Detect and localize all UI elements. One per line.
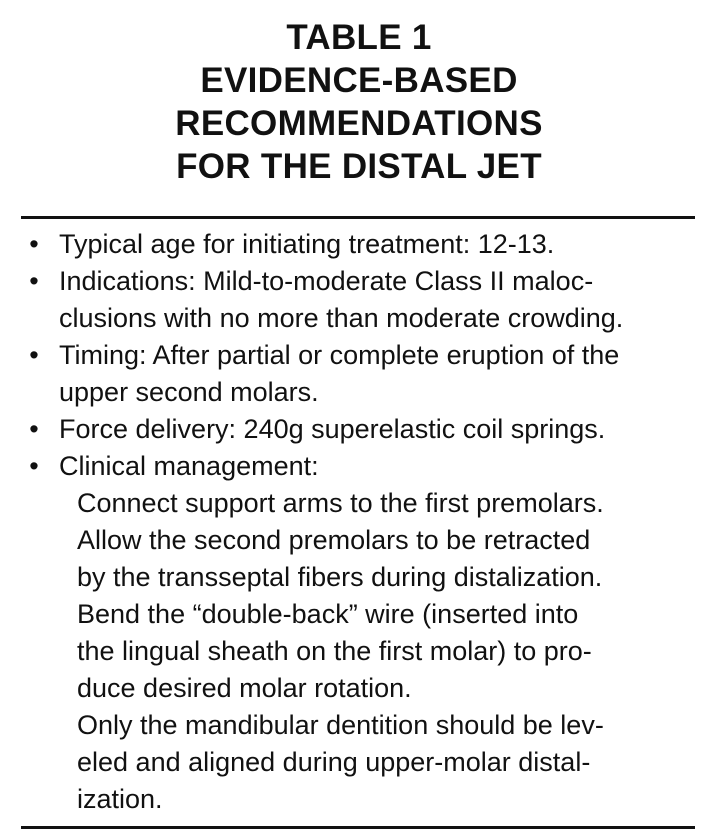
sub-line: by the transseptal fibers during distalization. bbox=[77, 562, 603, 592]
bullet-icon: • bbox=[29, 451, 39, 481]
clinical-management-details bbox=[59, 485, 698, 818]
list-item bbox=[21, 448, 698, 818]
list-item bbox=[21, 263, 698, 337]
sub-paragraph bbox=[77, 522, 698, 596]
item-line: Clinical management: bbox=[59, 451, 319, 481]
item-line: clusions with no more than moderate crowding. bbox=[59, 303, 624, 333]
sub-paragraph bbox=[77, 707, 698, 818]
sub-line: Allow the second premolars to be retracted bbox=[77, 525, 591, 555]
list-item bbox=[21, 226, 698, 263]
bullet-icon: • bbox=[29, 266, 39, 296]
sub-line: eled and aligned during upper-molar distal- bbox=[77, 747, 591, 777]
item-line: upper second molars. bbox=[59, 377, 319, 407]
sub-paragraph bbox=[77, 596, 698, 707]
list-item bbox=[21, 411, 698, 448]
recommendations-list bbox=[21, 226, 698, 818]
sub-line: the lingual sheath on the first molar) to pro- bbox=[77, 636, 592, 666]
sub-line: Only the mandibular dentition should be lev- bbox=[77, 710, 604, 740]
sub-line: ization. bbox=[77, 784, 163, 814]
table-title bbox=[0, 16, 718, 188]
bottom-rule bbox=[21, 826, 695, 829]
item-line: Timing: After partial or complete eruption of the bbox=[59, 340, 620, 370]
title-line: FOR THE DISTAL JET bbox=[176, 147, 542, 186]
item-line: Typical age for initiating treatment: 12-13. bbox=[59, 229, 555, 259]
sub-line: duce desired molar rotation. bbox=[77, 673, 412, 703]
list-item bbox=[21, 337, 698, 411]
sub-line: Bend the “double-back” wire (inserted into bbox=[77, 599, 579, 629]
title-line: RECOMMENDATIONS bbox=[175, 104, 543, 143]
item-line: Indications: Mild-to-moderate Class II maloc- bbox=[59, 266, 594, 296]
item-line: Force delivery: 240g superelastic coil springs. bbox=[59, 414, 606, 444]
sub-paragraph bbox=[77, 485, 698, 522]
bullet-icon: • bbox=[29, 414, 39, 444]
title-line: EVIDENCE-BASED bbox=[200, 61, 518, 100]
bullet-icon: • bbox=[29, 229, 39, 259]
title-line: TABLE 1 bbox=[286, 18, 432, 57]
top-rule bbox=[21, 216, 695, 219]
bullet-icon: • bbox=[29, 340, 39, 370]
sub-line: Connect support arms to the first premolars. bbox=[77, 488, 604, 518]
